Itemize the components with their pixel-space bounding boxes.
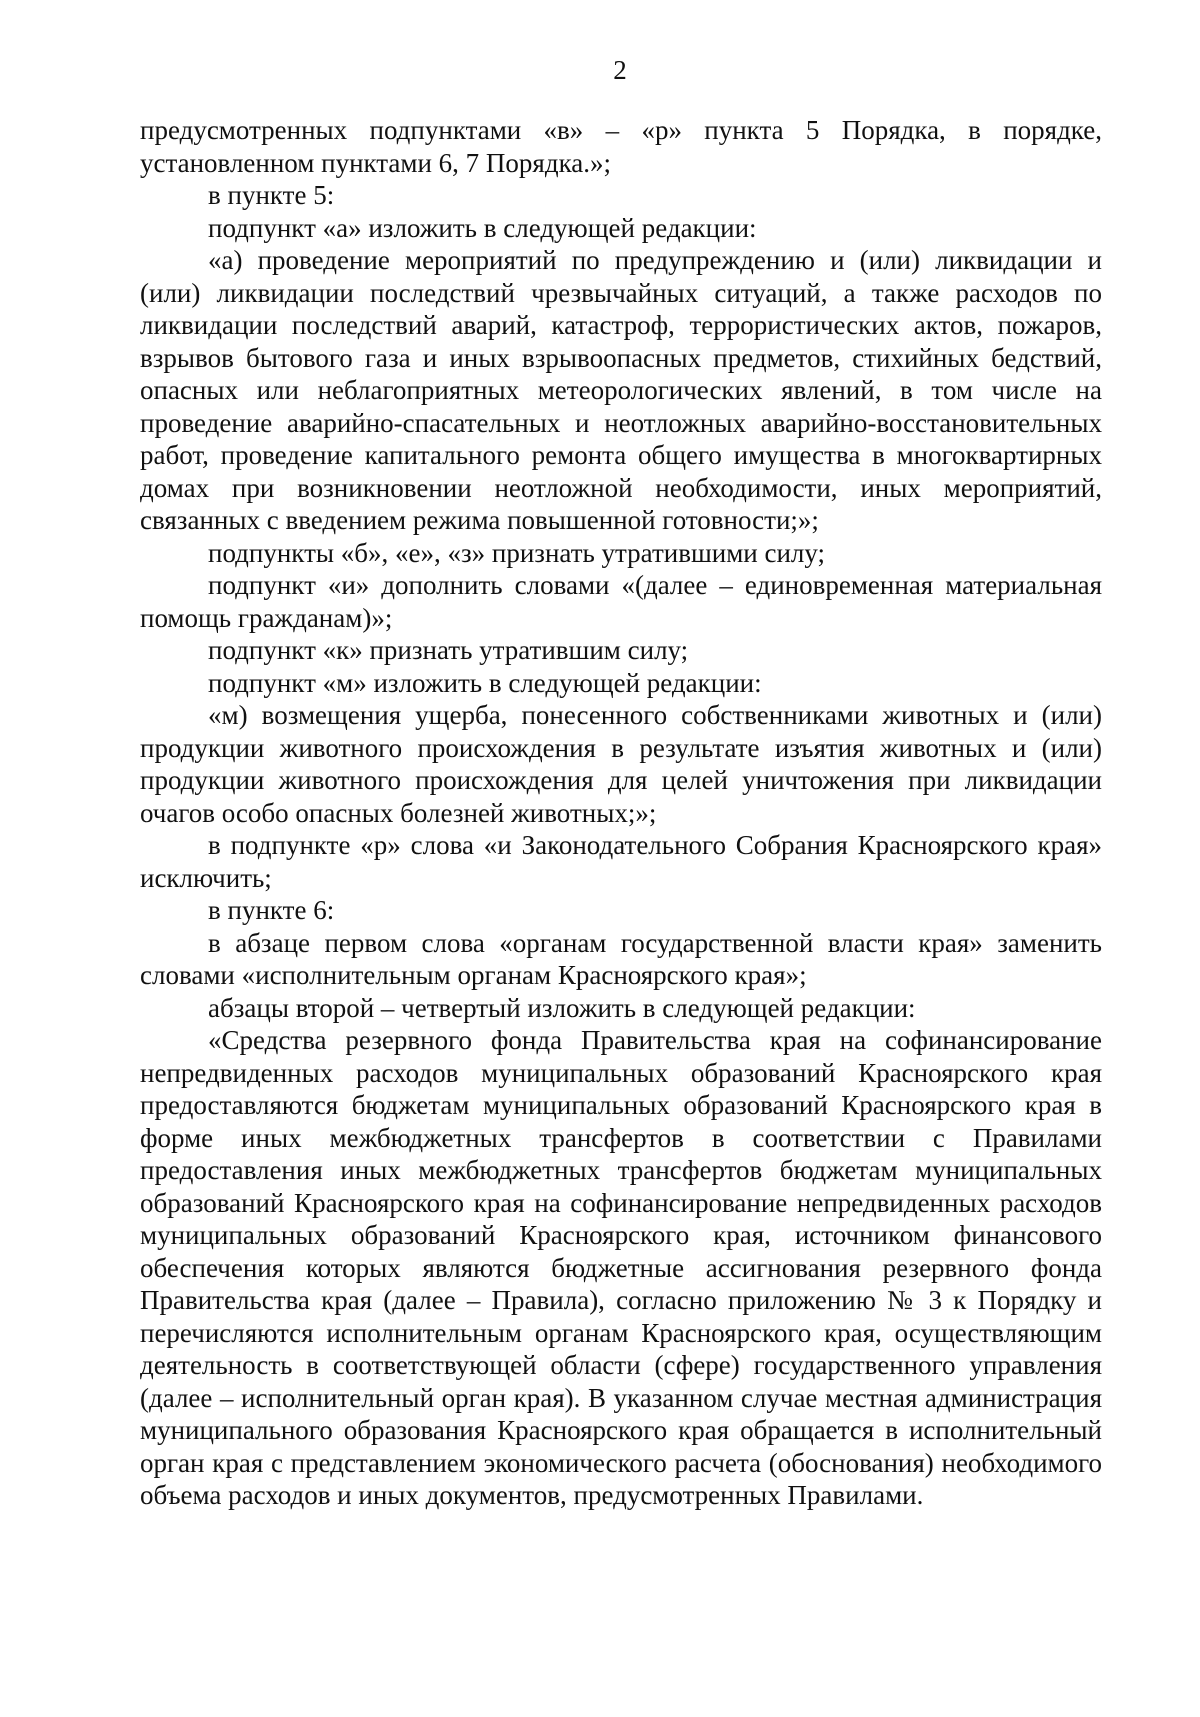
paragraph: подпункт «а» изложить в следующей редакции: — [208, 212, 757, 243]
paragraph: подпункт «м» изложить в следующей редакции: — [208, 667, 762, 698]
paragraph: «Средства резервного фонда Правительства края на софинансирование непредвиденных расходов муниципальных образований Красноярского края предоставляются бюджетам муниципальных образований Красноярского края в форме иных межбюджетных трансфертов в соответствии с Правилами предоставления иных межбюджетных трансфертов бюджетам муниципальных образований Красноярского края на софинансирование непредвиденных расходов муниципальных образований Красноярского края, источником финансового обеспечения которых являются бюджетные ассигнования резервного фонда Правительства края (далее – Правила), согласно приложению № 3 к Порядку и перечисляются исполнительным органам Красноярского края, осуществляющим деятельность в соответствующей области (сфере) государственного управления (далее – исполнительный орган края). В указанном случае местная администрация муниципального образования Красноярского края обращается в исполнительный орган края с представлением экономического расчета (обоснования) необходимого объема расходов и иных документов, предусмотренных Правилами. — [140, 1025, 1102, 1510]
paragraph: абзацы второй – четвертый изложить в следующей редакции: — [208, 992, 916, 1023]
paragraph: «м) возмещения ущерба, понесенного собственниками животных и (или) продукции животного происхождения в результате изъятия животных и (или) продукции животного происхождения для целей уничтожения при ликвидации очагов особо опасных болезней животных;»; — [140, 700, 1102, 828]
paragraph: в пункте 6: — [208, 895, 335, 925]
page-number: 2 — [613, 55, 627, 85]
paragraph: в подпункте «р» слова «и Законодательного Собрания Красноярского края» исключить; — [140, 830, 1102, 893]
paragraph: предусмотренных подпунктами «в» – «р» пункта 5 Порядка, в порядке, установленном пунктами 6, 7 Порядка.»; — [140, 115, 1102, 178]
paragraph: «а) проведение мероприятий по предупреждению и (или) ликвидации и (или) ликвидации последствий чрезвычайных ситуаций, а также расходов по ликвидации последствий аварий, катастроф, террористических актов, пожаров, взрывов бытового газа и иных взрывоопасных предметов, стихийных бедствий, опасных или неблагоприятных метеорологических явлений, в том числе на проведение аварийно-спасательных и неотложных аварийно-восстановительных работ, проведение капитального ремонта общего имущества в многоквартирных домах при возникновении неотложной необходимости, иных мероприятий, связанных с введением режима повышенной готовности;»; — [140, 245, 1102, 535]
paragraph: подпункты «б», «е», «з» признать утратившими силу; — [208, 537, 826, 568]
paragraph: подпункт «к» признать утратившим силу; — [208, 635, 689, 665]
document-body — [140, 114, 1102, 1512]
paragraph: в пункте 5: — [208, 180, 335, 210]
paragraph: подпункт «и» дополнить словами «(далее – единовременная материальная помощь гражданам)»; — [140, 570, 1102, 633]
paragraph: в абзаце первом слова «органам государственной власти края» заменить словами «исполнительным органам Красноярского края»; — [140, 927, 1102, 990]
